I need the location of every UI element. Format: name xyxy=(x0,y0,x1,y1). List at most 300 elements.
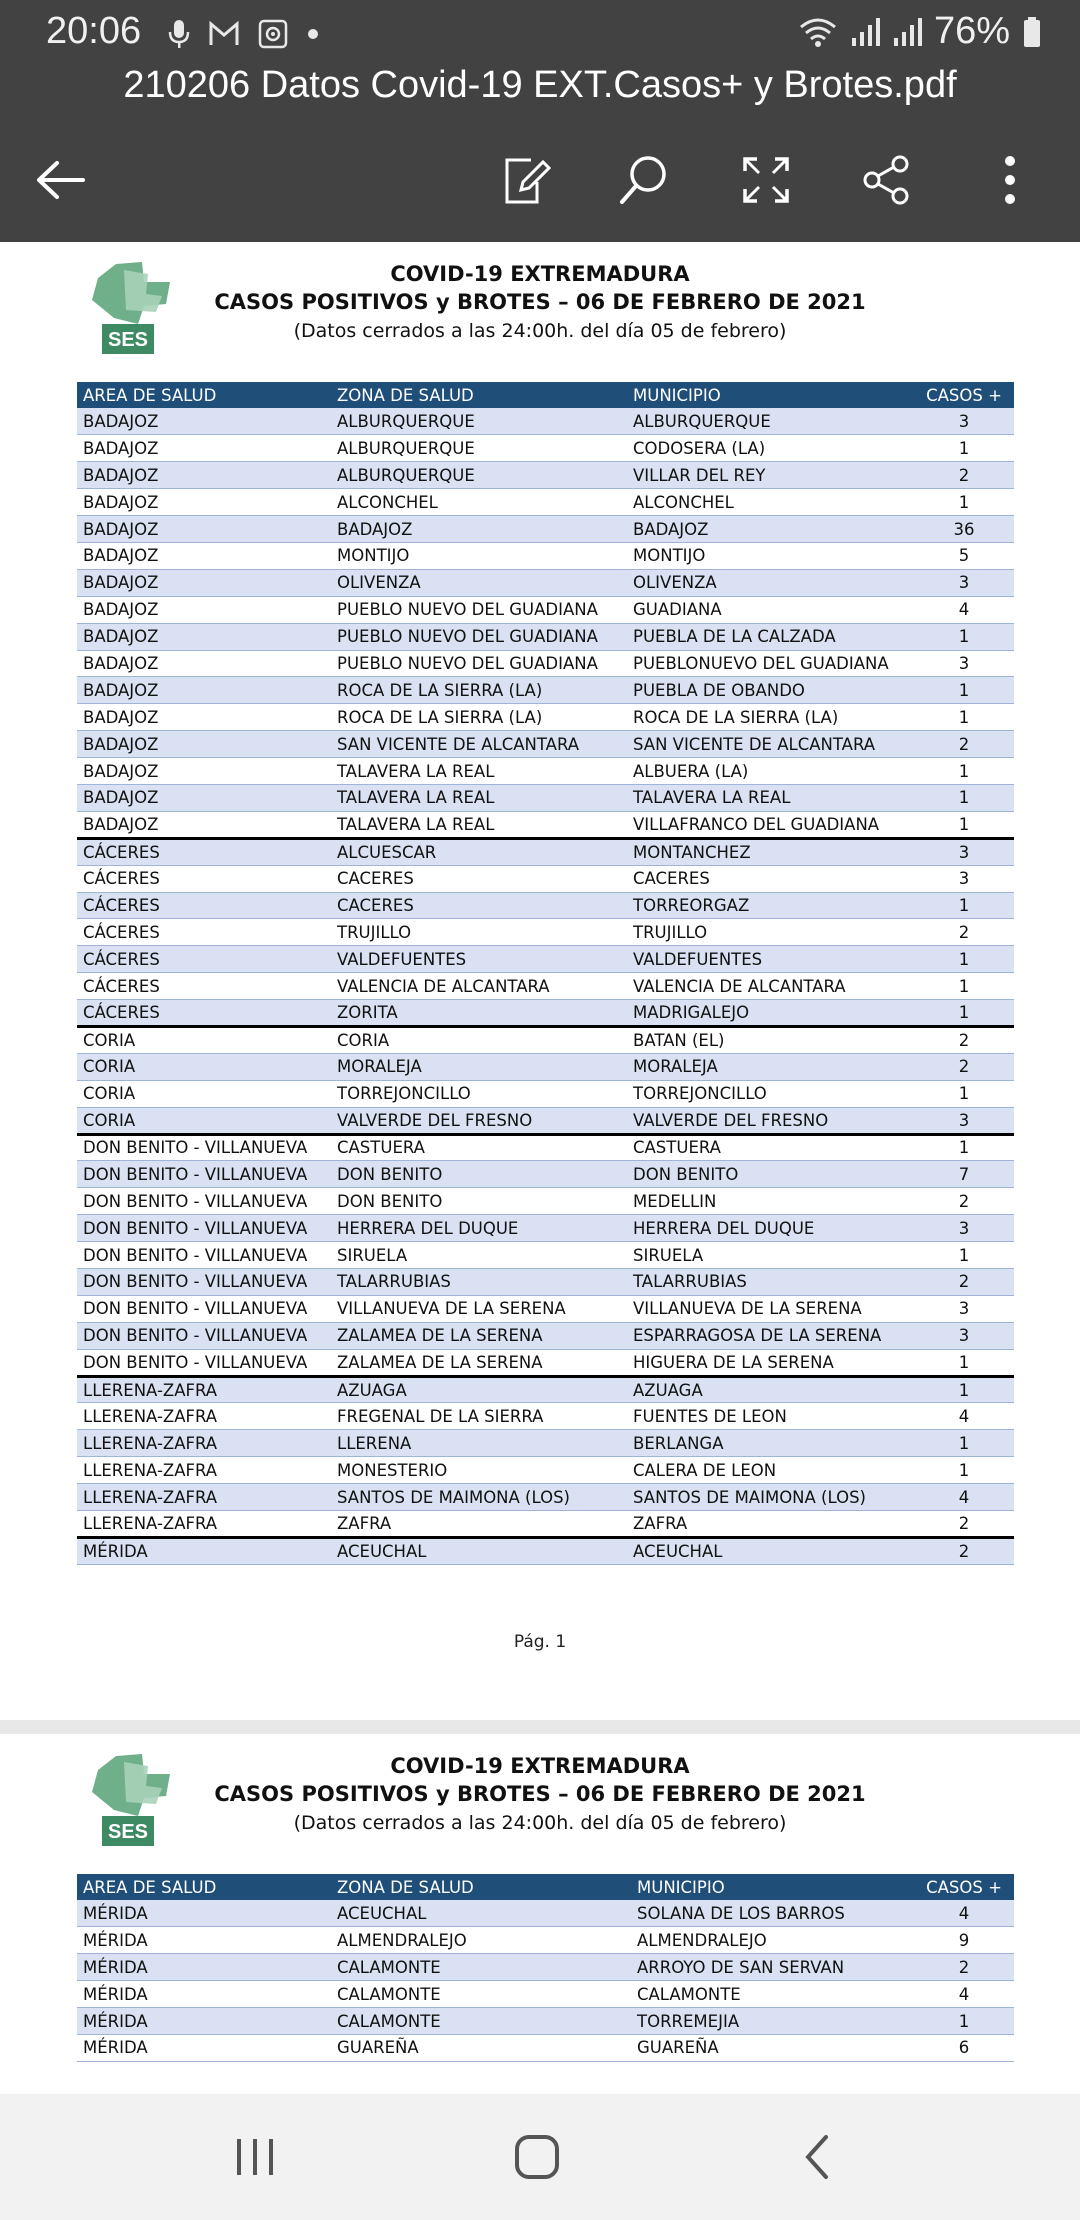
signal-icon-2 xyxy=(892,16,922,48)
cell-casos: 2 xyxy=(914,1537,1014,1564)
cell-zona: FREGENAL DE LA SIERRA xyxy=(331,1403,627,1430)
table-row xyxy=(77,758,1014,785)
table-row xyxy=(77,704,1014,731)
cell-casos: 2 xyxy=(914,1954,1014,1981)
fullscreen-button[interactable] xyxy=(736,150,796,210)
back-button[interactable] xyxy=(30,150,90,210)
pdf-page-2 xyxy=(0,1734,1080,2094)
table-header-row xyxy=(77,1874,1014,1900)
cell-municipio: MONTIJO xyxy=(627,542,914,569)
cell-casos: 1 xyxy=(914,435,1014,462)
cell-area: DON BENITO - VILLANUEVA xyxy=(77,1188,331,1215)
table-row xyxy=(77,1376,1014,1403)
cell-municipio: HIGUERA DE LA SERENA xyxy=(627,1349,914,1376)
cell-casos: 36 xyxy=(914,516,1014,543)
cell-casos: 3 xyxy=(914,569,1014,596)
cell-municipio: CACERES xyxy=(627,865,914,892)
cell-zona: TORREJONCILLO xyxy=(331,1080,627,1107)
signal-icon-1 xyxy=(850,16,880,48)
cell-casos: 3 xyxy=(914,1322,1014,1349)
cell-zona: TALAVERA LA REAL xyxy=(331,811,627,838)
cell-municipio: PUEBLONUEVO DEL GUADIANA xyxy=(627,650,914,677)
doc-header-note: (Datos cerrados a las 24:00h. del día 05 de febrero) xyxy=(293,320,787,342)
cell-area: CÁCERES xyxy=(77,946,331,973)
cell-area: LLERENA-ZAFRA xyxy=(77,1430,331,1457)
cell-municipio: VALDEFUENTES xyxy=(627,946,914,973)
cell-zona: CACERES xyxy=(331,892,627,919)
cell-area: DON BENITO - VILLANUEVA xyxy=(77,1322,331,1349)
cell-area: BADAJOZ xyxy=(77,435,331,462)
cell-area: CORIA xyxy=(77,1080,331,1107)
table-row xyxy=(77,408,1014,435)
cell-area: MÉRIDA xyxy=(77,1954,331,1981)
battery-percent: 76% xyxy=(933,10,1010,52)
doc-header-subtitle: CASOS POSITIVOS y BROTES – 06 DE FEBRERO DE 2021 xyxy=(214,1782,866,1806)
cell-zona: ROCA DE LA SIERRA (LA) xyxy=(331,677,627,704)
cell-area: CORIA xyxy=(77,1053,331,1080)
table-row xyxy=(77,1954,1014,1981)
cell-area: BADAJOZ xyxy=(77,542,331,569)
table-row xyxy=(77,677,1014,704)
cell-area: BADAJOZ xyxy=(77,811,331,838)
cell-area: BADAJOZ xyxy=(77,569,331,596)
cell-casos: 6 xyxy=(914,2034,1014,2061)
cell-casos: 4 xyxy=(914,1484,1014,1511)
cell-casos: 3 xyxy=(914,865,1014,892)
cell-zona: VILLANUEVA DE LA SERENA xyxy=(331,1295,627,1322)
cell-zona: GUAREÑA xyxy=(331,2034,631,2061)
cell-municipio: ARROYO DE SAN SERVAN xyxy=(631,1954,914,1981)
table-row xyxy=(77,2034,1014,2061)
cell-casos: 7 xyxy=(914,1161,1014,1188)
table-row xyxy=(77,1026,1014,1053)
cell-municipio: FUENTES DE LEON xyxy=(627,1403,914,1430)
microphone-icon xyxy=(168,18,190,50)
screen-record-icon xyxy=(258,19,288,49)
cell-area: MÉRIDA xyxy=(77,2008,331,2035)
cell-municipio: MEDELLIN xyxy=(627,1188,914,1215)
cell-casos: 4 xyxy=(914,596,1014,623)
table-row xyxy=(77,2008,1014,2035)
table-row xyxy=(77,650,1014,677)
more-options-button[interactable] xyxy=(980,150,1040,210)
cell-casos: 1 xyxy=(914,892,1014,919)
cell-zona: ALCUESCAR xyxy=(331,838,627,865)
cell-area: BADAJOZ xyxy=(77,489,331,516)
recent-apps-icon xyxy=(233,2135,277,2179)
cell-municipio: MADRIGALEJO xyxy=(627,1000,914,1027)
cell-casos: 1 xyxy=(914,1242,1014,1269)
table-body-page-1 xyxy=(77,408,1014,1564)
cell-zona: OLIVENZA xyxy=(331,569,627,596)
cell-zona: CORIA xyxy=(331,1026,627,1053)
cell-area: BADAJOZ xyxy=(77,516,331,543)
cell-area: MÉRIDA xyxy=(77,1900,331,1927)
cell-casos: 1 xyxy=(914,1080,1014,1107)
cell-municipio: BATAN (EL) xyxy=(627,1026,914,1053)
table-row xyxy=(77,1269,1014,1296)
cell-casos: 1 xyxy=(914,623,1014,650)
cell-zona: SIRUELA xyxy=(331,1242,627,1269)
cell-municipio: MONTANCHEZ xyxy=(627,838,914,865)
cell-casos: 2 xyxy=(914,1269,1014,1296)
cell-area: MÉRIDA xyxy=(77,1927,331,1954)
search-button[interactable] xyxy=(614,150,674,210)
cell-casos: 4 xyxy=(914,1403,1014,1430)
doc-header-note: (Datos cerrados a las 24:00h. del día 05 de febrero) xyxy=(293,1812,787,1834)
cell-municipio: CASTUERA xyxy=(627,1134,914,1161)
table-row xyxy=(77,919,1014,946)
cell-casos: 1 xyxy=(914,1134,1014,1161)
cell-municipio: GUAREÑA xyxy=(631,2034,914,2061)
cell-municipio: ALBURQUERQUE xyxy=(627,408,914,435)
cell-zona: VALENCIA DE ALCANTARA xyxy=(331,973,627,1000)
cell-casos: 1 xyxy=(914,2008,1014,2035)
cell-zona: ZALAMEA DE LA SERENA xyxy=(331,1349,627,1376)
cell-casos: 2 xyxy=(914,731,1014,758)
col-header-area: AREA DE SALUD xyxy=(77,382,331,408)
cell-area: DON BENITO - VILLANUEVA xyxy=(77,1269,331,1296)
cell-casos: 1 xyxy=(914,946,1014,973)
back-arrow-icon xyxy=(35,160,85,200)
cell-zona: TALAVERA LA REAL xyxy=(331,784,627,811)
cell-area: BADAJOZ xyxy=(77,677,331,704)
cell-zona: TRUJILLO xyxy=(331,919,627,946)
cell-municipio: VALVERDE DEL FRESNO xyxy=(627,1107,914,1134)
cell-area: BADAJOZ xyxy=(77,731,331,758)
cell-area: CÁCERES xyxy=(77,973,331,1000)
cell-area: CÁCERES xyxy=(77,919,331,946)
share-icon xyxy=(860,154,912,206)
cell-zona: DON BENITO xyxy=(331,1161,627,1188)
cell-municipio: TALAVERA LA REAL xyxy=(627,784,914,811)
cell-zona: TALAVERA LA REAL xyxy=(331,758,627,785)
cell-area: LLERENA-ZAFRA xyxy=(77,1403,331,1430)
cell-zona: VALDEFUENTES xyxy=(331,946,627,973)
document-title: 210206 Datos Covid-19 EXT.Casos+ y Brotes.pdf xyxy=(123,64,957,106)
gmail-icon xyxy=(208,20,240,48)
cell-area: BADAJOZ xyxy=(77,704,331,731)
table-row xyxy=(77,1000,1014,1027)
table-row xyxy=(77,462,1014,489)
battery-icon xyxy=(1022,16,1042,48)
col-header-casos: CASOS + xyxy=(914,1874,1014,1900)
table-row xyxy=(77,1134,1014,1161)
cell-zona: PUEBLO NUEVO DEL GUADIANA xyxy=(331,596,627,623)
page-number: Pág. 1 xyxy=(513,1632,567,1652)
edit-document-button[interactable] xyxy=(496,150,556,210)
cell-municipio: AZUAGA xyxy=(627,1376,914,1403)
table-row xyxy=(77,1349,1014,1376)
table-row xyxy=(77,516,1014,543)
cell-municipio: BADAJOZ xyxy=(627,516,914,543)
table-row xyxy=(77,1484,1014,1511)
more-vertical-icon xyxy=(1002,155,1018,205)
cell-municipio: SANTOS DE MAIMONA (LOS) xyxy=(627,1484,914,1511)
table-row xyxy=(77,1403,1014,1430)
table-row xyxy=(77,973,1014,1000)
cell-zona: CALAMONTE xyxy=(331,2008,631,2035)
cell-municipio: TORREMEJIA xyxy=(631,2008,914,2035)
share-button[interactable] xyxy=(856,150,916,210)
notification-dot-icon xyxy=(306,27,320,41)
doc-header-title: COVID-19 EXTREMADURA xyxy=(390,1754,690,1778)
cell-casos: 3 xyxy=(914,1215,1014,1242)
cell-area: BADAJOZ xyxy=(77,758,331,785)
cell-zona: ALBURQUERQUE xyxy=(331,462,627,489)
status-bar xyxy=(0,0,1080,64)
table-row xyxy=(77,865,1014,892)
cell-municipio: PUEBLA DE LA CALZADA xyxy=(627,623,914,650)
cell-zona: CALAMONTE xyxy=(331,1954,631,1981)
cell-area: LLERENA-ZAFRA xyxy=(77,1376,331,1403)
cell-area: DON BENITO - VILLANUEVA xyxy=(77,1242,331,1269)
cell-area: BADAJOZ xyxy=(77,596,331,623)
cell-zona: ALCONCHEL xyxy=(331,489,627,516)
cell-municipio: ROCA DE LA SIERRA (LA) xyxy=(627,704,914,731)
cell-zona: HERRERA DEL DUQUE xyxy=(331,1215,627,1242)
cell-area: BADAJOZ xyxy=(77,462,331,489)
cell-zona: CASTUERA xyxy=(331,1134,627,1161)
table-row xyxy=(77,1161,1014,1188)
pdf-viewer[interactable] xyxy=(0,242,1080,2094)
cell-casos: 1 xyxy=(914,489,1014,516)
table-row xyxy=(77,435,1014,462)
cell-zona: SANTOS DE MAIMONA (LOS) xyxy=(331,1484,627,1511)
cell-municipio: DON BENITO xyxy=(627,1161,914,1188)
cell-casos: 3 xyxy=(914,1107,1014,1134)
cell-zona: MONTIJO xyxy=(331,542,627,569)
table-row xyxy=(77,1080,1014,1107)
cell-municipio: TORREJONCILLO xyxy=(627,1080,914,1107)
cell-zona: VALVERDE DEL FRESNO xyxy=(331,1107,627,1134)
cell-municipio: GUADIANA xyxy=(627,596,914,623)
ses-logo-text: SES xyxy=(107,1821,149,1843)
table-row xyxy=(77,811,1014,838)
cell-casos: 1 xyxy=(914,1376,1014,1403)
doc-header-subtitle: CASOS POSITIVOS y BROTES – 06 DE FEBRERO DE 2021 xyxy=(214,290,866,314)
cell-area: MÉRIDA xyxy=(77,1537,331,1564)
cell-casos: 2 xyxy=(914,919,1014,946)
table-row xyxy=(77,1430,1014,1457)
cell-zona: MONESTERIO xyxy=(331,1457,627,1484)
cell-municipio: VALENCIA DE ALCANTARA xyxy=(627,973,914,1000)
cell-area: CÁCERES xyxy=(77,865,331,892)
cell-area: LLERENA-ZAFRA xyxy=(77,1511,331,1538)
table-row xyxy=(77,623,1014,650)
cell-area: LLERENA-ZAFRA xyxy=(77,1484,331,1511)
cell-municipio: MORALEJA xyxy=(627,1053,914,1080)
cell-municipio: HERRERA DEL DUQUE xyxy=(627,1215,914,1242)
cell-municipio: OLIVENZA xyxy=(627,569,914,596)
cell-area: DON BENITO - VILLANUEVA xyxy=(77,1215,331,1242)
cell-municipio: BERLANGA xyxy=(627,1430,914,1457)
table-row xyxy=(77,542,1014,569)
table-row xyxy=(77,838,1014,865)
system-nav-bar xyxy=(0,2094,1080,2220)
table-row xyxy=(77,1107,1014,1134)
table-row xyxy=(77,1295,1014,1322)
cell-zona: ALBURQUERQUE xyxy=(331,435,627,462)
cell-area: BADAJOZ xyxy=(77,408,331,435)
cell-municipio: PUEBLA DE OBANDO xyxy=(627,677,914,704)
cell-casos: 3 xyxy=(914,1295,1014,1322)
cell-casos: 2 xyxy=(914,1188,1014,1215)
cell-municipio: CODOSERA (LA) xyxy=(627,435,914,462)
table-row xyxy=(77,1322,1014,1349)
cell-municipio: ALCONCHEL xyxy=(627,489,914,516)
cell-casos: 3 xyxy=(914,838,1014,865)
back-chevron-icon xyxy=(802,2133,832,2181)
table-row xyxy=(77,731,1014,758)
cell-casos: 2 xyxy=(914,462,1014,489)
pdf-page-1 xyxy=(0,242,1080,1720)
table-row xyxy=(77,489,1014,516)
cell-zona: LLERENA xyxy=(331,1430,627,1457)
cell-municipio: ZAFRA xyxy=(627,1511,914,1538)
cell-zona: PUEBLO NUEVO DEL GUADIANA xyxy=(331,623,627,650)
cell-casos: 2 xyxy=(914,1026,1014,1053)
cell-area: CÁCERES xyxy=(77,1000,331,1027)
cell-zona: ROCA DE LA SIERRA (LA) xyxy=(331,704,627,731)
cell-municipio: VILLAR DEL REY xyxy=(627,462,914,489)
table-row xyxy=(77,1511,1014,1538)
ses-logo-text: SES xyxy=(107,329,149,351)
cell-zona: ACEUCHAL xyxy=(331,1900,631,1927)
cell-zona: ZORITA xyxy=(331,1000,627,1027)
fullscreen-icon xyxy=(741,155,791,205)
cases-table-page-2 xyxy=(77,1874,1014,2062)
cell-municipio: VILLAFRANCO DEL GUADIANA xyxy=(627,811,914,838)
cell-zona: CALAMONTE xyxy=(331,1981,631,2008)
cell-casos: 1 xyxy=(914,1457,1014,1484)
cell-casos: 1 xyxy=(914,973,1014,1000)
status-time: 20:06 xyxy=(46,10,142,52)
cell-zona: PUEBLO NUEVO DEL GUADIANA xyxy=(331,650,627,677)
cell-zona: BADAJOZ xyxy=(331,516,627,543)
table-header-row xyxy=(77,382,1014,408)
table-row xyxy=(77,1242,1014,1269)
cell-zona: SAN VICENTE DE ALCANTARA xyxy=(331,731,627,758)
cell-municipio: ALBUERA (LA) xyxy=(627,758,914,785)
cell-casos: 9 xyxy=(914,1927,1014,1954)
table-row xyxy=(77,569,1014,596)
recent-apps-button[interactable] xyxy=(220,2122,290,2192)
cell-municipio: ACEUCHAL xyxy=(627,1537,914,1564)
col-header-casos: CASOS + xyxy=(914,382,1014,408)
cell-zona: TALARRUBIAS xyxy=(331,1269,627,1296)
cell-area: DON BENITO - VILLANUEVA xyxy=(77,1161,331,1188)
cell-zona: CACERES xyxy=(331,865,627,892)
cell-zona: ACEUCHAL xyxy=(331,1537,627,1564)
cell-casos: 1 xyxy=(914,811,1014,838)
app-top-bar xyxy=(0,0,1080,242)
cell-zona: ZALAMEA DE LA SERENA xyxy=(331,1322,627,1349)
cell-area: BADAJOZ xyxy=(77,623,331,650)
table-row xyxy=(77,1927,1014,1954)
cell-zona: ZAFRA xyxy=(331,1511,627,1538)
cell-area: DON BENITO - VILLANUEVA xyxy=(77,1295,331,1322)
cell-area: CÁCERES xyxy=(77,892,331,919)
table-row xyxy=(77,892,1014,919)
cell-municipio: CALERA DE LEON xyxy=(627,1457,914,1484)
cell-zona: ALMENDRALEJO xyxy=(331,1927,631,1954)
cell-zona: MORALEJA xyxy=(331,1053,627,1080)
table-row xyxy=(77,1981,1014,2008)
table-row xyxy=(77,1053,1014,1080)
cell-area: DON BENITO - VILLANUEVA xyxy=(77,1134,331,1161)
cell-zona: ALBURQUERQUE xyxy=(331,408,627,435)
cell-casos: 1 xyxy=(914,1349,1014,1376)
cell-area: MÉRIDA xyxy=(77,1981,331,2008)
cell-area: CORIA xyxy=(77,1026,331,1053)
table-row xyxy=(77,784,1014,811)
col-header-zona: ZONA DE SALUD xyxy=(331,1874,631,1900)
cell-casos: 3 xyxy=(914,650,1014,677)
table-row xyxy=(77,1215,1014,1242)
table-body-page-2 xyxy=(77,1900,1014,2061)
cell-area: LLERENA-ZAFRA xyxy=(77,1457,331,1484)
col-header-zona: ZONA DE SALUD xyxy=(331,382,627,408)
table-row xyxy=(77,1900,1014,1927)
cell-casos: 1 xyxy=(914,784,1014,811)
table-row xyxy=(77,1537,1014,1564)
cell-casos: 1 xyxy=(914,1000,1014,1027)
home-button[interactable] xyxy=(502,2122,572,2192)
cell-casos: 1 xyxy=(914,1430,1014,1457)
cell-area: DON BENITO - VILLANUEVA xyxy=(77,1349,331,1376)
doc-header-title: COVID-19 EXTREMADURA xyxy=(390,262,690,286)
cell-municipio: SAN VICENTE DE ALCANTARA xyxy=(627,731,914,758)
cell-casos: 1 xyxy=(914,677,1014,704)
cell-municipio: CALAMONTE xyxy=(631,1981,914,2008)
cell-casos: 4 xyxy=(914,1900,1014,1927)
cell-casos: 4 xyxy=(914,1981,1014,2008)
cell-area: CÁCERES xyxy=(77,838,331,865)
cell-municipio: SIRUELA xyxy=(627,1242,914,1269)
edit-document-icon xyxy=(501,154,551,206)
cell-area: CORIA xyxy=(77,1107,331,1134)
home-icon xyxy=(513,2133,561,2181)
table-row xyxy=(77,1188,1014,1215)
cell-casos: 1 xyxy=(914,758,1014,785)
cell-zona: AZUAGA xyxy=(331,1376,627,1403)
search-icon xyxy=(618,154,670,206)
back-nav-button[interactable] xyxy=(782,2122,852,2192)
cell-municipio: TORREORGAZ xyxy=(627,892,914,919)
cell-municipio: TALARRUBIAS xyxy=(627,1269,914,1296)
col-header-municipio: MUNICIPIO xyxy=(631,1874,914,1900)
table-row xyxy=(77,1457,1014,1484)
cell-casos: 1 xyxy=(914,704,1014,731)
table-row xyxy=(77,596,1014,623)
cell-municipio: ALMENDRALEJO xyxy=(631,1927,914,1954)
cell-municipio: TRUJILLO xyxy=(627,919,914,946)
cell-municipio: ESPARRAGOSA DE LA SERENA xyxy=(627,1322,914,1349)
cell-casos: 2 xyxy=(914,1511,1014,1538)
col-header-municipio: MUNICIPIO xyxy=(627,382,914,408)
col-header-area: AREA DE SALUD xyxy=(77,1874,331,1900)
cell-area: BADAJOZ xyxy=(77,784,331,811)
table-row xyxy=(77,946,1014,973)
cases-table-page-1 xyxy=(77,382,1014,1565)
cell-casos: 2 xyxy=(914,1053,1014,1080)
cell-zona: DON BENITO xyxy=(331,1188,627,1215)
cell-area: MÉRIDA xyxy=(77,2034,331,2061)
cell-casos: 3 xyxy=(914,408,1014,435)
cell-area: BADAJOZ xyxy=(77,650,331,677)
cell-municipio: SOLANA DE LOS BARROS xyxy=(631,1900,914,1927)
